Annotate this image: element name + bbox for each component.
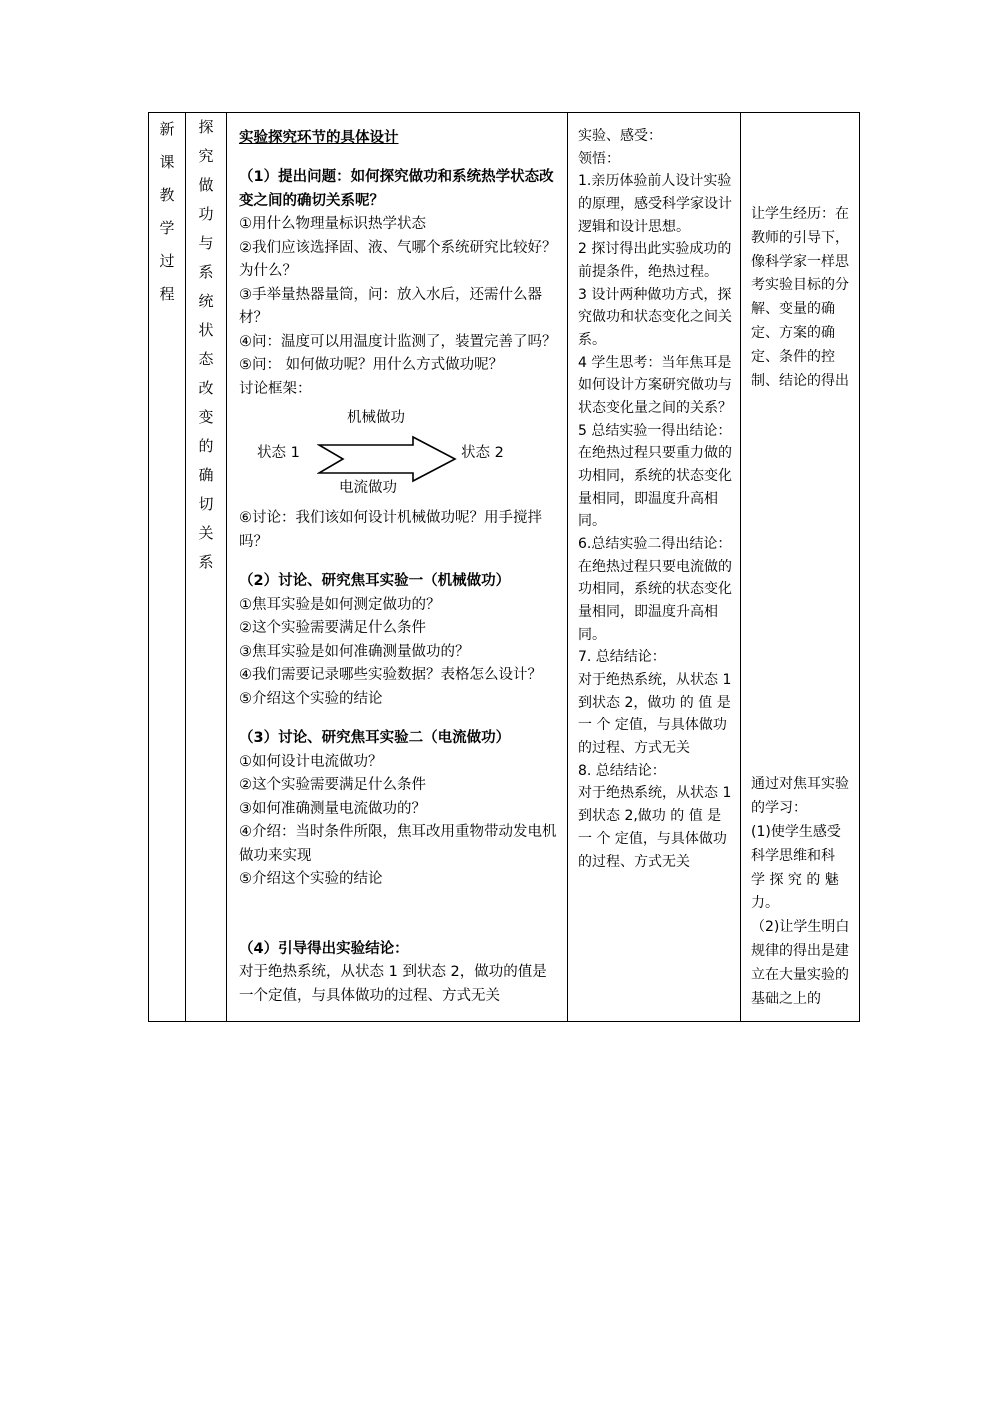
topic-char-9: 改 xyxy=(198,379,214,397)
after-diagram-text: ⑥讨论：我们该如何设计机械做功呢？用手搅拌吗？ xyxy=(239,510,542,550)
cell-main-content xyxy=(227,113,568,1022)
block-arrow-icon xyxy=(317,435,457,483)
feelings-item-3: 4 学生思考：当年焦耳是如何设计方案研究做功与状态变化量之间的关系？ xyxy=(578,354,732,417)
feelings-item-0: 1.亲历体验前人设计实验的原理，感受科学家设计逻辑和设计思想。 xyxy=(578,173,732,235)
goals-block2-title: 通过对焦耳实验的学习： xyxy=(751,776,849,817)
feelings-item-1: 2 探讨得出此实验成功的前提条件，绝热过程。 xyxy=(578,241,732,281)
stage-char-4: 过 xyxy=(159,252,175,270)
stage-char-2: 教 xyxy=(159,186,175,204)
cell-feelings xyxy=(568,113,741,1022)
topic-char-14: 关 xyxy=(198,524,214,542)
section3-item-2: ③如何准确测量电流做功的？ xyxy=(239,800,426,817)
section2-item-1: ②这个实验需要满足什么条件 xyxy=(239,620,426,637)
feelings-item-7: 在绝热过程只要电流做的功相同，系统的状态变化量相同，即温度升高相同。 xyxy=(578,558,732,643)
topic-char-6: 统 xyxy=(198,292,214,310)
topic-char-11: 的 xyxy=(198,437,214,455)
section2-item-4: ⑤介绍这个实验的结论 xyxy=(239,690,383,707)
feelings-item-8: 7. 总结结论： xyxy=(578,649,666,666)
section1-item-2: ③手举量热器量筒，问：放入水后，还需什么器材？ xyxy=(239,286,542,327)
lesson-plan-table xyxy=(148,112,860,1022)
section1-item-3: ④问：温度可以用温度计监测了，装置完善了吗？ xyxy=(239,333,557,350)
cell-stage-label xyxy=(149,113,186,1022)
section3-item-1: ②这个实验需要满足什么条件 xyxy=(239,777,426,794)
section3-item-3: ④介绍：当时条件所限，焦耳改用重物带动发电机做功来实现 xyxy=(239,824,557,864)
topic-char-3: 功 xyxy=(198,205,214,223)
state-change-diagram xyxy=(239,407,557,503)
topic-char-0: 探 xyxy=(198,118,214,136)
feelings-item-9: 对于绝热系统，从状态 1 到状态 2，做功 的 值 是 一 个 定值，与具体做功的过程、方式无关 xyxy=(578,672,732,757)
topic-char-15: 系 xyxy=(198,553,214,571)
feelings-item-2: 3 设计两种做功方式，探究做功和状态变化之间关系。 xyxy=(578,286,732,349)
section4-title: （4）引导得出实验结论： xyxy=(239,940,409,957)
section1-item-4: ⑤问： 如何做功呢？用什么方式做功呢？ xyxy=(239,357,504,374)
topic-char-4: 与 xyxy=(198,234,214,252)
section3-item-0: ①如何设计电流做功？ xyxy=(239,753,383,770)
diagram-left-label: 状态 1 xyxy=(257,445,300,462)
section2-item-0: ①焦耳实验是如何测定做功的？ xyxy=(239,596,441,613)
topic-char-13: 切 xyxy=(198,495,214,513)
diagram-top-label: 机械做功 xyxy=(347,410,405,427)
topic-char-12: 确 xyxy=(198,466,214,484)
cell-goals xyxy=(741,113,860,1022)
section1-item-0: ①用什么物理量标识热学状态 xyxy=(239,216,426,233)
feelings-title: 实验、感受： xyxy=(578,128,662,144)
main-heading: 实验探究环节的具体设计 xyxy=(239,130,399,146)
topic-char-5: 系 xyxy=(198,263,214,281)
topic-char-1: 究 xyxy=(198,147,214,165)
goals-body xyxy=(741,113,859,1021)
feelings-item-5: 在绝热过程只要重力做的功相同，系统的状态变化量相同，即温度升高相同。 xyxy=(578,445,732,530)
feelings-subtitle: 领悟： xyxy=(578,150,620,167)
main-content-body xyxy=(227,113,567,1018)
cell-topic-label xyxy=(186,113,227,1022)
topic-char-2: 做 xyxy=(198,176,214,194)
feelings-item-6: 6.总结实验二得出结论： xyxy=(578,536,732,553)
section4-body: 对于绝热系统，从状态 1 到状态 2，做功的值是一个定值，与具体做功的过程、方式无关 xyxy=(239,964,547,1004)
topic-label-vertical xyxy=(186,113,226,577)
topic-char-10: 变 xyxy=(198,408,214,426)
section1-item-5: 讨论框架： xyxy=(239,380,312,397)
topic-char-7: 状 xyxy=(198,321,214,339)
goals-block1: 让学生经历：在教师的引导下，像科学家一样思考实验目标的分解、变量的确定、方案的确定、条件的控制、结论的得出 xyxy=(751,206,849,389)
stage-char-3: 学 xyxy=(159,219,175,237)
feelings-item-10: 8. 总结结论： xyxy=(578,762,666,779)
section1-title: （1）提出问题：如何探究做功和系统热学状态改变之间的确切关系呢？ xyxy=(239,169,554,209)
feelings-item-4: 5 总结实验一得出结论： xyxy=(578,422,732,439)
section2-title: （2）讨论、研究焦耳实验一（机械做功） xyxy=(239,573,511,590)
stage-char-0: 新 xyxy=(159,120,175,138)
stage-char-1: 课 xyxy=(159,153,175,171)
section1-item-1: ②我们应该选择固、液、气哪个系统研究比较好？为什么？ xyxy=(239,239,557,280)
goals-block2-item-1: （2)让学生明白规律的得出是建立在大量实验的基础之上的 xyxy=(751,919,850,1007)
section2-item-2: ③焦耳实验是如何准确测量做功的？ xyxy=(239,643,470,660)
diagram-bottom-label: 电流做功 xyxy=(339,480,397,497)
diagram-right-label: 状态 2 xyxy=(461,445,504,462)
section3-item-4: ⑤介绍这个实验的结论 xyxy=(239,871,383,888)
table-row xyxy=(149,113,860,1022)
goals-block2-item-0: (1)使学生感受科学思维和科 学 探 究 的 魅力。 xyxy=(751,823,841,912)
topic-char-8: 态 xyxy=(198,350,214,368)
section3-title: （3）讨论、研究焦耳实验二（电流做功） xyxy=(239,730,511,747)
feelings-body xyxy=(568,113,740,883)
stage-char-5: 程 xyxy=(159,285,175,303)
feelings-item-11: 对于绝热系统，从状态 1 到状态 2,做功 的 值 是 一 个 定值，与具体做功的过程、方式无关 xyxy=(578,785,732,870)
section2-item-3: ④我们需要记录哪些实验数据？表格怎么设计？ xyxy=(239,667,542,684)
stage-label-vertical xyxy=(149,113,185,311)
